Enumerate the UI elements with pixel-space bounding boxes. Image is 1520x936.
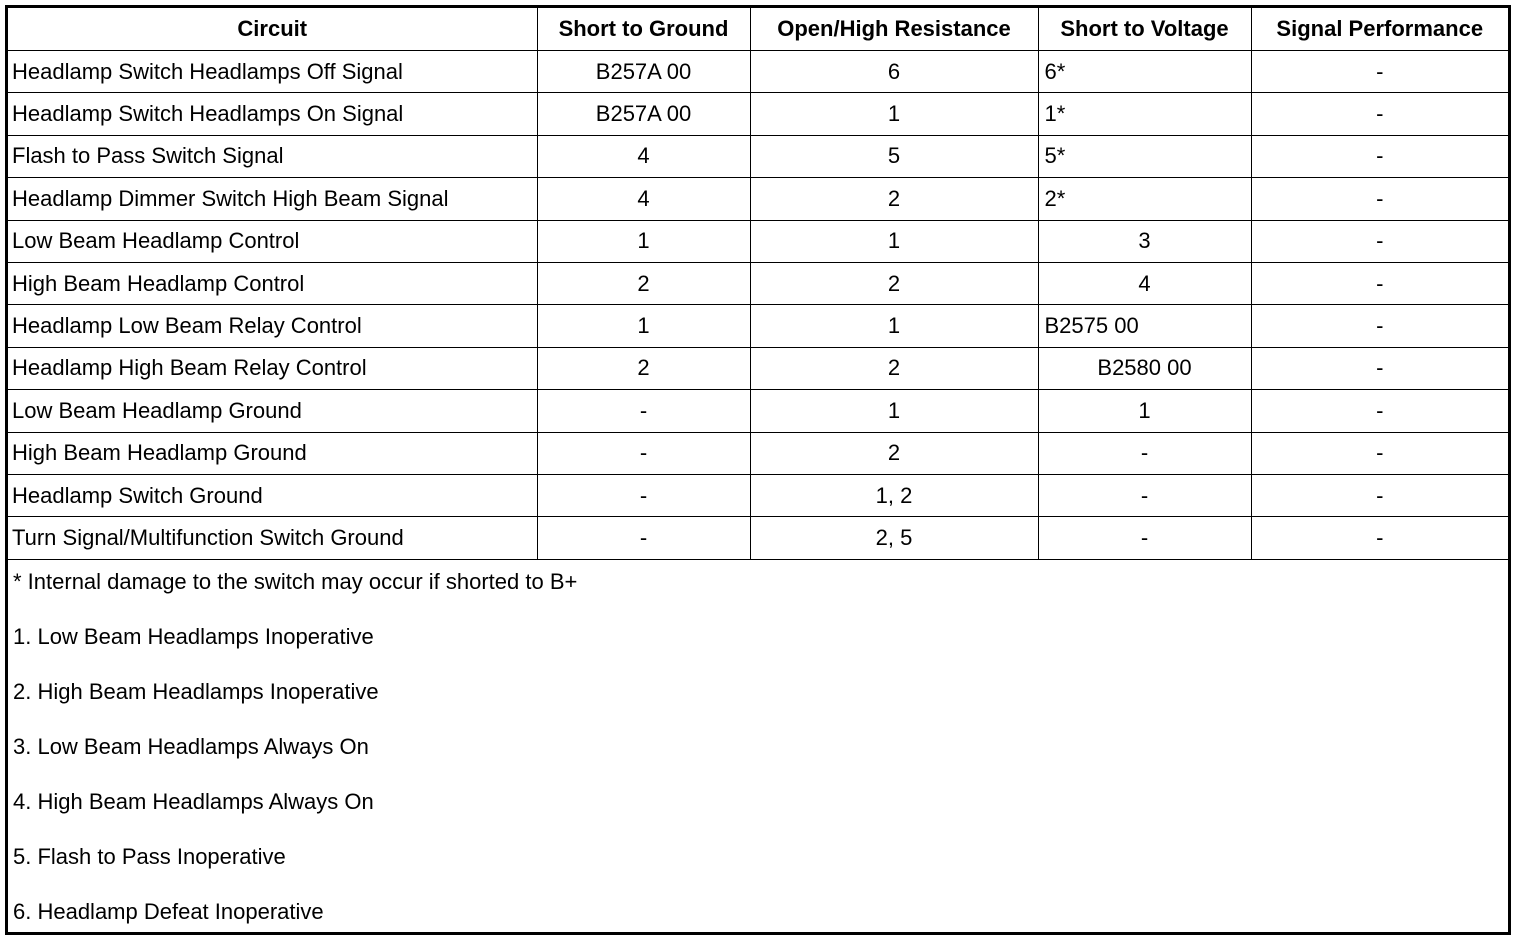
short-to-voltage-cell: 5*	[1038, 135, 1251, 177]
table-row	[8, 178, 1508, 220]
short-to-ground-cell: B257A 00	[537, 93, 750, 135]
short-to-ground-cell: -	[537, 390, 750, 432]
signal-performance-cell: -	[1251, 135, 1508, 177]
short-to-ground-cell: 1	[537, 305, 750, 347]
header-signal-performance: Signal Performance	[1251, 8, 1508, 51]
note-item: 4. High Beam Headlamps Always On	[13, 789, 374, 814]
short-to-ground-cell: -	[537, 517, 750, 559]
circuit-cell: High Beam Headlamp Control	[8, 262, 537, 304]
note-item: 2. High Beam Headlamps Inoperative	[13, 679, 379, 704]
open-high-resistance-cell: 2	[750, 347, 1038, 389]
short-to-voltage-cell: B2580 00	[1038, 347, 1251, 389]
circuit-cell: Low Beam Headlamp Control	[8, 220, 537, 262]
table-row	[8, 305, 1508, 347]
table-header-row	[8, 8, 1508, 51]
short-to-voltage-cell: 2*	[1038, 178, 1251, 220]
table-row	[8, 220, 1508, 262]
signal-performance-cell: -	[1251, 220, 1508, 262]
circuit-cell: High Beam Headlamp Ground	[8, 432, 537, 474]
circuit-cell: Turn Signal/Multifunction Switch Ground	[8, 517, 537, 559]
open-high-resistance-cell: 5	[750, 135, 1038, 177]
short-to-voltage-cell: 1*	[1038, 93, 1251, 135]
short-to-voltage-cell: 6*	[1038, 51, 1251, 93]
note-item: 3. Low Beam Headlamps Always On	[13, 734, 369, 759]
signal-performance-cell: -	[1251, 51, 1508, 93]
short-to-voltage-cell: -	[1038, 474, 1251, 516]
signal-performance-cell: -	[1251, 178, 1508, 220]
table-row	[8, 93, 1508, 135]
circuit-cell: Headlamp Dimmer Switch High Beam Signal	[8, 178, 537, 220]
table-row	[8, 347, 1508, 389]
table-row	[8, 517, 1508, 559]
signal-performance-cell: -	[1251, 93, 1508, 135]
signal-performance-cell: -	[1251, 390, 1508, 432]
short-to-voltage-cell: 1	[1038, 390, 1251, 432]
open-high-resistance-cell: 2	[750, 178, 1038, 220]
short-to-ground-cell: 2	[537, 347, 750, 389]
circuit-diagnostic-table	[8, 8, 1508, 560]
open-high-resistance-cell: 1	[750, 305, 1038, 347]
header-short-to-voltage: Short to Voltage	[1038, 8, 1251, 51]
note-item: 6. Headlamp Defeat Inoperative	[13, 899, 324, 924]
open-high-resistance-cell: 1	[750, 390, 1038, 432]
short-to-voltage-cell: -	[1038, 432, 1251, 474]
short-to-ground-cell: -	[537, 474, 750, 516]
circuit-cell: Headlamp Switch Headlamps On Signal	[8, 93, 537, 135]
signal-performance-cell: -	[1251, 474, 1508, 516]
short-to-ground-cell: 2	[537, 262, 750, 304]
table-row	[8, 135, 1508, 177]
circuit-cell: Headlamp Switch Ground	[8, 474, 537, 516]
header-short-to-ground: Short to Ground	[537, 8, 750, 51]
circuit-cell: Headlamp High Beam Relay Control	[8, 347, 537, 389]
open-high-resistance-cell: 2	[750, 262, 1038, 304]
signal-performance-cell: -	[1251, 305, 1508, 347]
table-row	[8, 390, 1508, 432]
table-body	[8, 51, 1508, 560]
short-to-ground-cell: B257A 00	[537, 51, 750, 93]
open-high-resistance-cell: 2	[750, 432, 1038, 474]
table-row	[8, 51, 1508, 93]
short-to-voltage-cell: 3	[1038, 220, 1251, 262]
open-high-resistance-cell: 1, 2	[750, 474, 1038, 516]
signal-performance-cell: -	[1251, 432, 1508, 474]
note-item: 1. Low Beam Headlamps Inoperative	[13, 624, 374, 649]
note-item: 5. Flash to Pass Inoperative	[13, 844, 286, 869]
open-high-resistance-cell: 2, 5	[750, 517, 1038, 559]
open-high-resistance-cell: 1	[750, 93, 1038, 135]
signal-performance-cell: -	[1251, 347, 1508, 389]
short-to-ground-cell: 4	[537, 135, 750, 177]
short-to-voltage-cell: B2575 00	[1038, 305, 1251, 347]
circuit-cell: Headlamp Switch Headlamps Off Signal	[8, 51, 537, 93]
diagnostic-table-frame	[5, 5, 1511, 935]
header-open-high-resistance: Open/High Resistance	[750, 8, 1038, 51]
short-to-voltage-cell: 4	[1038, 262, 1251, 304]
header-circuit: Circuit	[8, 8, 537, 51]
asterisk-note: * Internal damage to the switch may occur if shorted to B+	[13, 569, 578, 594]
circuit-cell: Flash to Pass Switch Signal	[8, 135, 537, 177]
open-high-resistance-cell: 6	[750, 51, 1038, 93]
short-to-ground-cell: -	[537, 432, 750, 474]
signal-performance-cell: -	[1251, 517, 1508, 559]
table-row	[8, 474, 1508, 516]
notes-section	[8, 559, 1508, 924]
circuit-cell: Low Beam Headlamp Ground	[8, 390, 537, 432]
circuit-cell: Headlamp Low Beam Relay Control	[8, 305, 537, 347]
short-to-voltage-cell: -	[1038, 517, 1251, 559]
open-high-resistance-cell: 1	[750, 220, 1038, 262]
table-row	[8, 432, 1508, 474]
signal-performance-cell: -	[1251, 262, 1508, 304]
table-row	[8, 262, 1508, 304]
short-to-ground-cell: 4	[537, 178, 750, 220]
short-to-ground-cell: 1	[537, 220, 750, 262]
